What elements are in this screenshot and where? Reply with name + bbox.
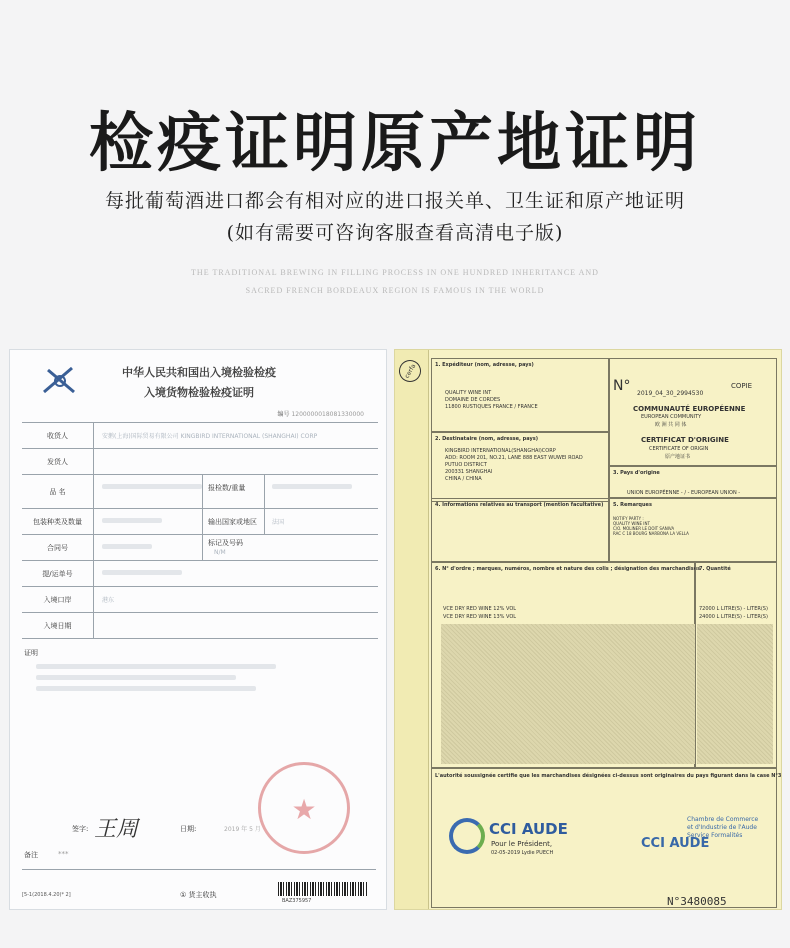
shipper-label: 发货人: [22, 449, 94, 474]
package-label: 包装种类及数量: [22, 509, 94, 534]
goods-line-2: VCE DRY RED WINE 13% VOL: [443, 614, 517, 620]
remarks-line-3: C/O. MOLINER LE DOIT SANIVA: [613, 526, 675, 531]
port-label: 入境口岸: [22, 587, 94, 612]
certificate-table: [22, 422, 378, 639]
tagline-line-2: SACRED FRENCH BORDEAUX REGION IS FAMOUS IN THE WORLD: [245, 286, 545, 295]
table-row: [22, 475, 378, 509]
serial-value: 1200000018081330000: [291, 411, 364, 418]
page-title: 检疫证明原产地证明: [89, 106, 701, 181]
shipper-line-2: DOMAINE DE CORDES: [445, 397, 501, 403]
date-label: 入境日期: [22, 613, 94, 638]
number-label: N°: [613, 378, 631, 394]
community-zh: 欧 洲 共 同 体: [655, 422, 687, 428]
serial-number: [278, 409, 364, 418]
serial-label: 编号: [277, 411, 290, 418]
table-row: [22, 613, 378, 639]
declared-label: 报检数/重量: [208, 484, 246, 492]
cci-stamp: CCI AUDE: [641, 836, 710, 851]
consignee-line-5: CHINA / CHINA: [445, 476, 482, 482]
goods-line-1: VCE DRY RED WINE 12% VOL: [443, 606, 517, 612]
proof-label: 证明: [24, 649, 38, 657]
certificate-subheading: 入境货物检验检疫证明: [144, 386, 254, 399]
community-en: EUROPEAN COMMUNITY: [641, 414, 702, 420]
certificate-fr: CERTIFICAT D'ORIGINE: [641, 436, 729, 444]
authority-text: L'autorité soussignée certifie que les marchandises désignées ci-dessus sont originaires du pays figurant dans la case N°3: [435, 773, 782, 779]
contract-label: 合同号: [22, 535, 94, 560]
signature-label: 签字:: [72, 825, 89, 833]
table-row: [22, 509, 378, 535]
certificate-zh: 原产地证书: [665, 454, 691, 460]
country-title: 3. Pays d'origine: [613, 470, 660, 476]
tagline-line-1: THE TRADITIONAL BREWING IN FILLING PROCESS IN ONE HUNDRED INHERITANCE AND: [191, 268, 599, 277]
page-subtitle: 每批葡萄酒进口都会有相对应的进口报关单、卫生证和原产地证明: [104, 190, 685, 212]
export-label: 输出国家或地区: [208, 518, 257, 526]
export-value: 法国: [272, 519, 285, 526]
bill-label: 提/运单号: [22, 561, 94, 586]
remarks-line-2: QUALITY WINE INT: [613, 521, 650, 526]
contract-value: [102, 543, 152, 550]
consignee-line-2: ADD: ROOM 201, NO.21, LANE 888 EAST WUWEI ROAD: [445, 455, 583, 461]
shipper-line-3: 11800 RUSTIQUES FRANCE / FRANCE: [445, 404, 538, 410]
product-label: 品 名: [22, 475, 94, 508]
proof-text: [36, 662, 276, 695]
marks-label: 标记及号码: [208, 539, 243, 547]
remarks-title: 5. Remarques: [613, 502, 652, 508]
form-code: [5-1(2018.4.20)* 2]: [22, 892, 71, 898]
barcode: [278, 882, 368, 896]
shipper-title: 1. Expéditeur (nom, adresse, pays): [435, 362, 534, 368]
holder-note: ① 货主收执: [180, 891, 217, 899]
package-value: [102, 517, 162, 524]
bill-value: [102, 569, 182, 576]
note-value: ***: [58, 850, 69, 858]
certificate-heading: 中华人民共和国出入境检验检疫: [122, 366, 276, 379]
table-row: [22, 587, 378, 613]
consignee-line-1: KINGBIRD INTERNATIONAL(SHANGHAI)CORP: [445, 448, 556, 454]
remarks-line-4: RAC C 18 BOURG NARBONA LA VELLA: [613, 531, 689, 536]
page-subtitle-note: (如有需要可咨询客服查看高清电子版): [226, 222, 564, 244]
quantity-line-2: 24000 L LITRE(S) - LITER(S): [699, 614, 768, 620]
certificate-number: N°3480085: [667, 895, 727, 908]
quantity-line-1: 72000 L LITRE(S) - LITER(S): [699, 606, 768, 612]
sign-date-value: 2019 年 5 月: [224, 826, 261, 833]
chambre-stamp: Chambre de Commerce et d'Industrie de l'Aude Service Formalités: [687, 816, 759, 839]
sign-date-label: 日期:: [180, 825, 197, 833]
shipper-line-1: QUALITY WINE INT: [445, 390, 492, 396]
cci-date: 02-05-2019 Lydie PUECH: [491, 850, 554, 856]
quantity-title: 7. Quantité: [699, 566, 731, 572]
port-value: 港东: [102, 597, 115, 604]
copy-label: COPIE: [731, 382, 753, 390]
cci-logo-icon: [449, 818, 485, 854]
transport-title: 4. Informations relatives au transport (mention facultative): [435, 502, 604, 508]
number-value: 2019_04_30_2994530: [637, 390, 704, 397]
table-row: [22, 423, 378, 449]
country-value: UNION EUROPÉENNE - / - EUROPEAN UNION -: [627, 490, 741, 496]
declared-value: [272, 483, 352, 490]
consignee-label: 收货人: [22, 423, 94, 448]
table-row: [22, 449, 378, 475]
cci-name: CCI AUDE: [489, 820, 568, 838]
star-icon: ★: [291, 793, 317, 826]
note-label: 备注: [24, 851, 38, 859]
goods-title: 6. N° d'ordre ; marques, numéros, nombre et nature des colis ; désignation des marchandises: [435, 566, 701, 572]
consignee-line-3: PUTUO DISTRICT: [445, 462, 487, 468]
certificate-en: CERTIFICATE OF ORIGIN: [649, 446, 709, 452]
consignee-title: 2. Destinataire (nom, adresse, pays): [435, 436, 538, 442]
signature: 王周: [94, 817, 139, 842]
consignee-line-4: 200331 SHANGHAI: [445, 469, 493, 475]
product-value: [102, 483, 202, 490]
cci-president: Pour le Président,: [491, 840, 553, 848]
official-seal: [258, 762, 350, 854]
marks-value: N/M: [214, 549, 226, 556]
quarantine-certificate: [9, 349, 387, 910]
table-row: [22, 561, 378, 587]
origin-certificate: [394, 349, 782, 910]
cerfa-logo: cerfa: [395, 356, 425, 386]
remarks-line-1: NOTIFY PARTY :: [613, 516, 644, 521]
table-row: [22, 535, 378, 561]
consignee-value: 安鹅(上海)国际贸易有限公司 KINGBIRD INTERNATIONAL (SHANGHAI) CORP: [102, 433, 318, 440]
barcode-number: BAZ375957: [282, 898, 312, 904]
community-fr: COMMUNAUTÉ EUROPÉENNE: [633, 405, 746, 413]
